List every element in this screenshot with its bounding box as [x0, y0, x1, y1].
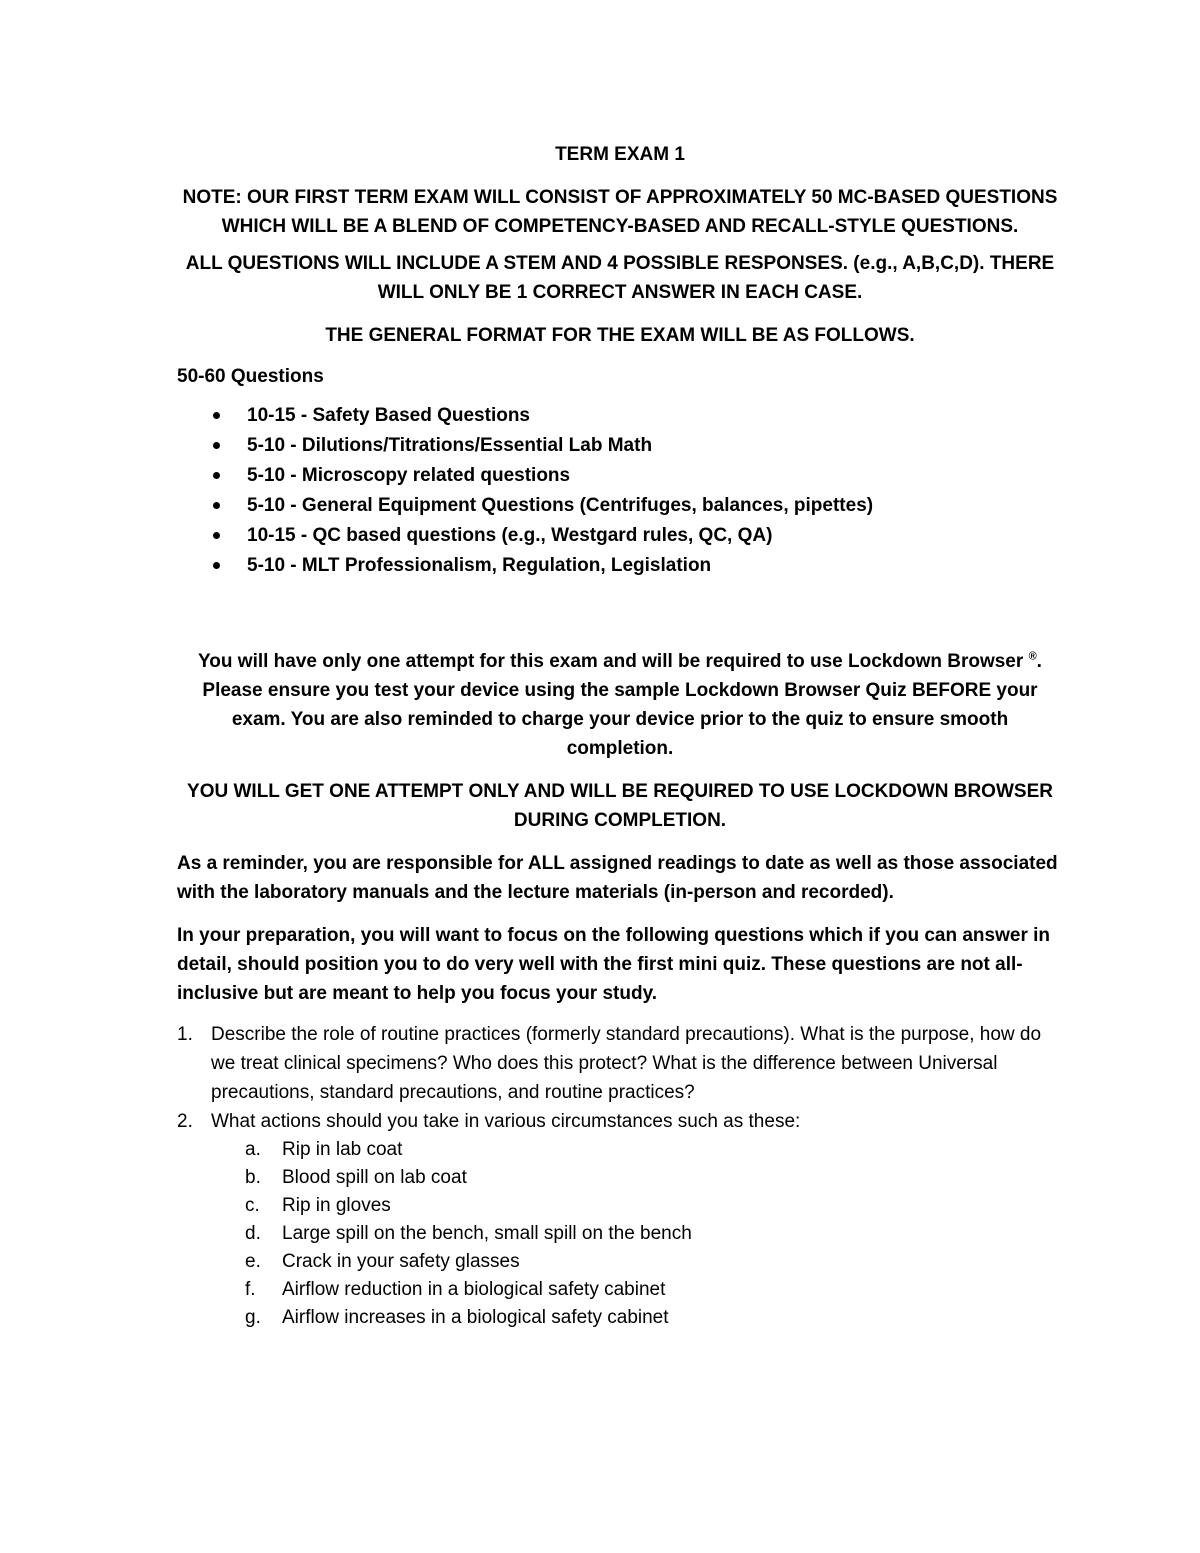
topic-text: 10-15 - QC based questions (e.g., Westgard rules, QC, QA) [247, 525, 773, 546]
list-item [177, 491, 1063, 521]
preparation-paragraph: In your preparation, you will want to focus on the following questions which if you can answer in detail, should position you to do very well with the first mini quiz. These questions are not all-inclusive but are meant to help you focus your study. [177, 925, 1051, 1004]
lockdown-notice: YOU WILL GET ONE ATTEMPT ONLY AND WILL BE REQUIRED TO USE LOCKDOWN BROWSER DURING COMPLETION. [187, 781, 1053, 831]
topic-text: 5-10 - Dilutions/Titrations/Essential Lab Math [247, 435, 653, 456]
item-text: Rip in gloves [282, 1195, 391, 1216]
topic-text: 10-15 - Safety Based Questions [247, 405, 530, 426]
item-letter: b. [245, 1167, 261, 1188]
list-item [177, 1020, 1063, 1107]
attempt-text-2: . Please ensure you test your device using the sample Lockdown Browser Quiz BEFORE your exam. You are also reminded to charge your device prior to the quiz to ensure smooth completion. [202, 651, 1042, 759]
reminder-paragraph: As a reminder, you are responsible for ALL assigned readings to date as well as those associated with the laboratory manuals and the lecture materials (in-person and recorded). [177, 853, 1058, 903]
item-text: Crack in your safety glasses [282, 1251, 520, 1272]
list-item [177, 1220, 1063, 1248]
all-questions-note: ALL QUESTIONS WILL INCLUDE A STEM AND 4 POSSIBLE RESPONSES. (e.g., A,B,C,D). THERE WILL ONLY BE 1 CORRECT ANSWER IN EACH CASE. [185, 253, 1055, 303]
study-question-list [177, 1020, 1063, 1136]
item-letter: a. [245, 1139, 261, 1160]
question-text: Describe the role of routine practices (formerly standard precautions). What is the purpose, how do we treat clinical specimens? Who does this protect? What is the difference between Universal precautions, standard precautions, and routine practices? [211, 1024, 1042, 1103]
bullet-icon [213, 472, 220, 479]
document-content [177, 140, 1063, 1332]
item-text: Large spill on the bench, small spill on the bench [282, 1223, 692, 1244]
list-item [177, 521, 1063, 551]
topic-list [177, 401, 1063, 581]
item-letter: e. [245, 1251, 261, 1272]
attempt-text-1: You will have only one attempt for this exam and will be required to use Lockdown Browser [198, 651, 1029, 672]
attempt-paragraph [177, 647, 1063, 763]
list-item [177, 1248, 1063, 1276]
bullet-icon [213, 442, 220, 449]
topic-text: 5-10 - MLT Professionalism, Regulation, Legislation [247, 555, 712, 576]
page-title: TERM EXAM 1 [555, 144, 685, 165]
question-number: 2. [177, 1111, 193, 1132]
list-item [177, 1164, 1063, 1192]
question-count: 50-60 Questions [177, 366, 324, 387]
bullet-icon [213, 412, 220, 419]
question-text: What actions should you take in various circumstances such as these: [211, 1111, 801, 1132]
item-letter: c. [245, 1195, 260, 1216]
exam-note: NOTE: OUR FIRST TERM EXAM WILL CONSIST OF APPROXIMATELY 50 MC-BASED QUESTIONS WHICH WILL BE A BLEND OF COMPETENCY-BASED AND RECALL-STYLE QUESTIONS. [182, 187, 1058, 237]
item-letter: g. [245, 1307, 261, 1328]
bullet-icon [213, 502, 220, 509]
list-item [177, 1107, 1063, 1136]
list-item [177, 1192, 1063, 1220]
list-item [177, 1276, 1063, 1304]
list-item [177, 1136, 1063, 1164]
item-text: Blood spill on lab coat [282, 1167, 467, 1188]
item-letter: d. [245, 1223, 261, 1244]
scenario-list [177, 1136, 1063, 1332]
list-item [177, 431, 1063, 461]
item-text: Airflow increases in a biological safety cabinet [282, 1307, 669, 1328]
list-item [177, 1304, 1063, 1332]
registered-symbol: ® [1028, 650, 1037, 663]
topic-text: 5-10 - Microscopy related questions [247, 465, 571, 486]
item-text: Rip in lab coat [282, 1139, 403, 1160]
list-item [177, 551, 1063, 581]
bullet-icon [213, 532, 220, 539]
item-text: Airflow reduction in a biological safety cabinet [282, 1279, 666, 1300]
list-item [177, 401, 1063, 431]
general-format-heading: THE GENERAL FORMAT FOR THE EXAM WILL BE AS FOLLOWS. [325, 325, 915, 346]
bullet-icon [213, 562, 220, 569]
question-number: 1. [177, 1024, 193, 1045]
topic-text: 5-10 - General Equipment Questions (Centrifuges, balances, pipettes) [247, 495, 874, 516]
item-letter: f. [245, 1279, 256, 1300]
list-item [177, 461, 1063, 491]
